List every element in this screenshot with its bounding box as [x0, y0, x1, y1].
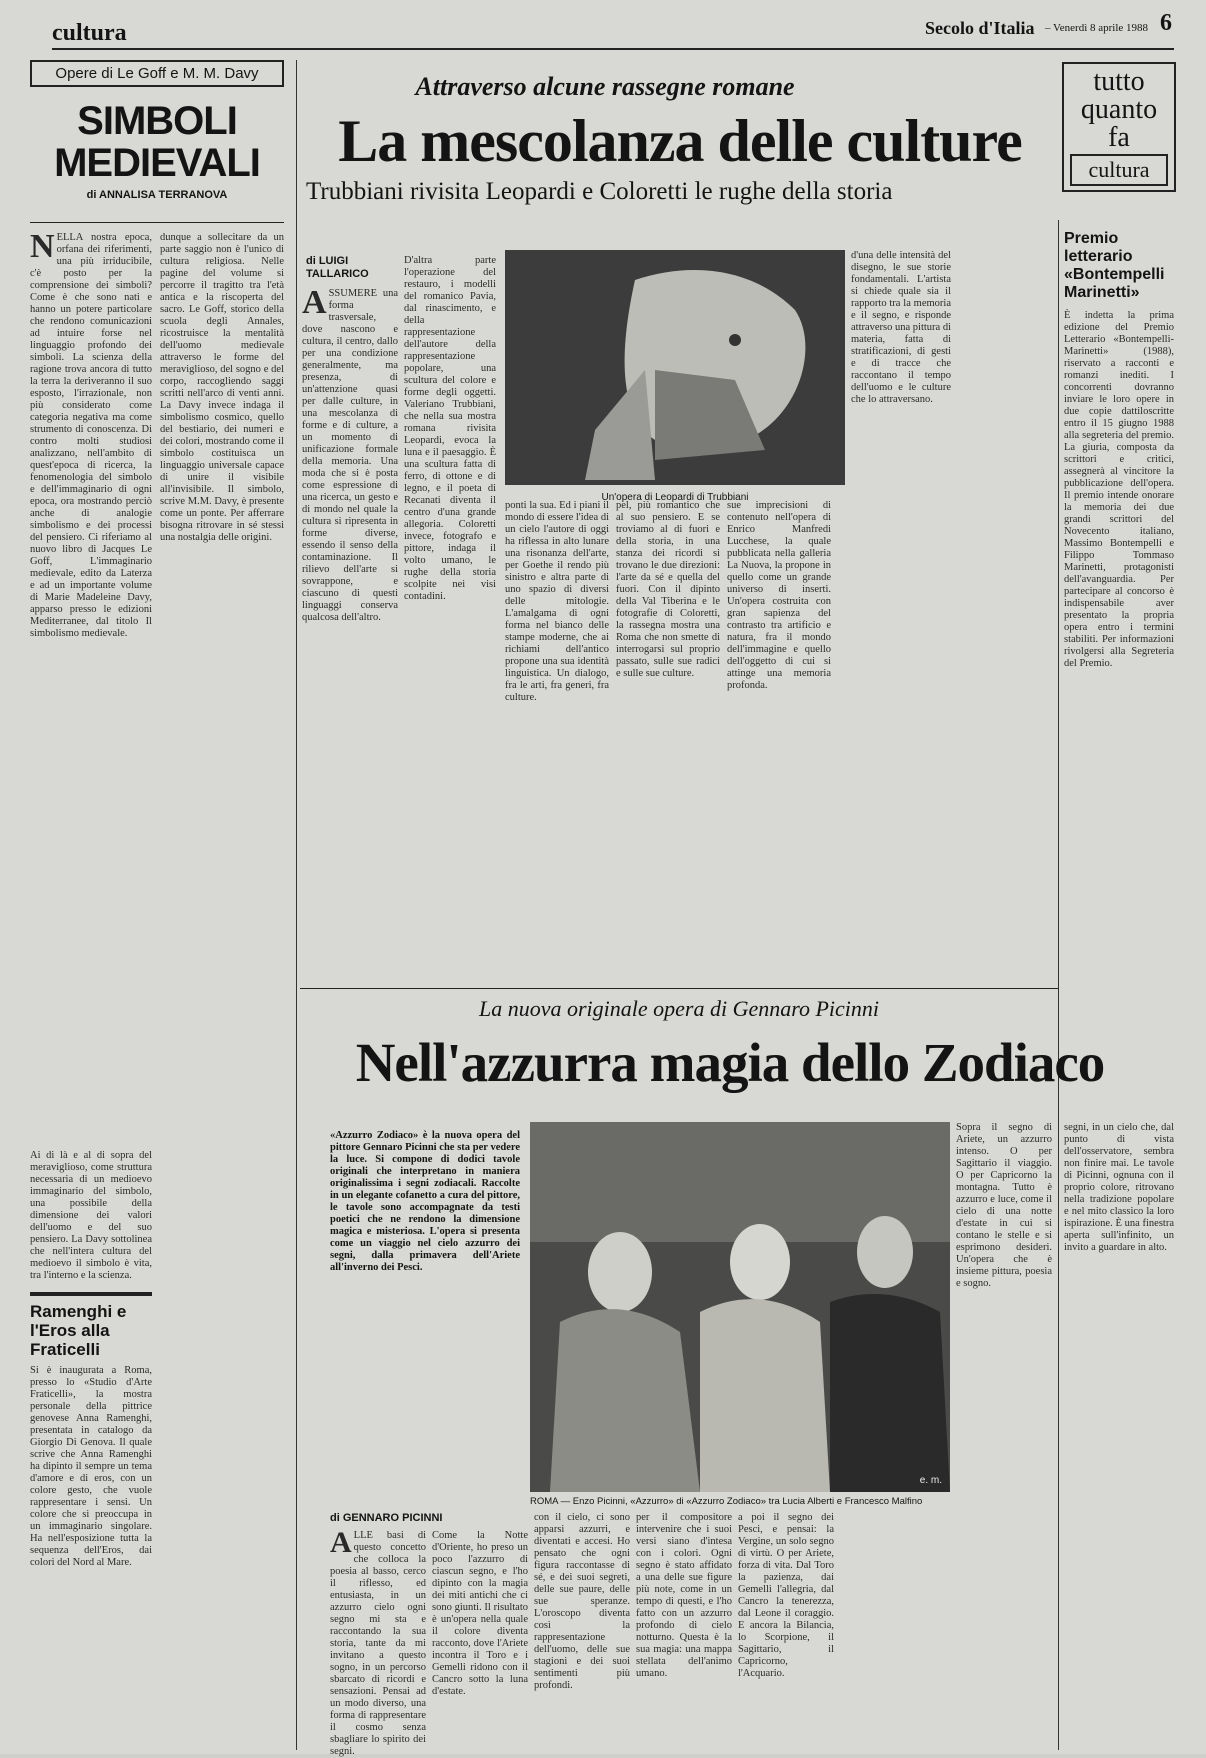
column-divider-right — [1058, 220, 1059, 1750]
issue-date: – Venerdì 8 aprile 1988 — [1045, 22, 1149, 34]
zodiac-col-5: a poi il segno dei Pesci, e pensai: la Vergine, un solo segno di virtù. O per Ariete, forza di vita. Dal Toro la pazienza, dai Gemelli l'allegria, dal Cancro la tenerezza, dal Leone il coraggio. E ancora la Bilancia, lo Scorpione, il Sagittario, il Capricorno, l'Acquario. — [738, 1512, 834, 1679]
tutto-quanto-banner — [1062, 62, 1176, 192]
banner-line-3: fa — [1108, 122, 1130, 153]
section-title: cultura — [52, 20, 127, 46]
main-col-6: d'una delle intensità del disegno, le sue storie fondamentali. L'artista si chiede quale sia il rapporto tra la memoria e il segno, e risponde attraverso una pittura di materia, fatta di stratificazioni, di gesti e di tracce che raccontano il tempo dell'uomo e le culture che lo attraversano. — [851, 250, 952, 405]
left-article-byline: di ANNALISA TERRANOVA — [86, 189, 228, 201]
zodiac-photo-caption: ROMA — Enzo Picinni, «Azzurro» di «Azzurro Zodiaco» tra Lucia Alberti e Francesco Malfino — [530, 1496, 923, 1507]
zodiac-col-6: Sopra il segno di Ariete, un azzurro intenso. O per Sagittario il viaggio. O per Capricorno la montagna. Tutto è azzurro e luce, come il cielo di una notte d'estate in cui si contano le stelle e si esprimono desideri. Un'opera che è insieme pittura, poesia e sogno. — [956, 1122, 1052, 1289]
zodiac-top-rule — [300, 988, 1058, 989]
premio-title-3: «Bontempelli — [1064, 266, 1165, 283]
header-rule — [52, 48, 1174, 50]
main-col-2: D'altra parte l'operazione del restauro, i modelli del romanico Pavia, dal rinascimento, e della rappresentazione dell'autore della rappresentazione popolare, una scultura del colore e forme degli oggetti. Valeriano Trubbiani, che nella sua mostra romana rivisita Leopardi, evoca la luna e il paesaggio. È una scultura fatta di ferro, di ottone e di legno, e il poeta di Recanati diventa il centro d'una grande allegoria. Coloretti invece, fotografo e pittore, indaga il volto umano, le rughe della storia scolpite nei visi contadini. — [404, 255, 496, 602]
leopardi-photo — [505, 250, 845, 503]
left-article-drop-cap: N — [30, 228, 55, 265]
zodiac-body-1: LLE basi di questo concetto che colloca la poesia al basso, cerco il riflesso, ed entusiasta, in un azzurro cielo ogni segno mi sta e raccontando la sua storia, tante da mi invitano a questo sogno, in un percorso sbarcato di ricordi e sensazioni. Pensai ad un modo diverso, una forma di rappresentare il cosmo senza sbagliare lo spirito dei segni. — [330, 1530, 426, 1757]
premio-title-1: Premio — [1064, 230, 1119, 247]
zodiac-col-4: per il compositore intervenire che i suoi versi siano d'intesa con i colori. Ogni segno è stato affidato a una delle sue figure più note, come in un tempo di questi, e l'ho fatto con un azzurro profondo di cielo notturno. Questa è la sua magia: una mappa stellata dell'animo umano. — [636, 1512, 732, 1679]
people-photo-image — [530, 1122, 950, 1492]
ramenghi-title: Ramenghi e l'Eros alla Fraticelli — [30, 1302, 127, 1359]
main-drop-cap: A — [302, 284, 327, 321]
zodiac-intro: «Azzurro Zodiaco» è la nuova opera del pittore Gennaro Picinni che sta per vedere la luce. Si compone di dodici tavole originali che interpretano in maniera originalissima i segni zodiacali. Raccolte in un elegante cofanetto a cura del pittore, le tavole sono accompagnate da testi poetici che ne rendono la dimensione magica e misteriosa. L'opera si presenta come un viaggio nel cielo azzurro dei segni, dalla primavera dell'Ariete all'inverno dei Pesci. — [330, 1130, 520, 1273]
premio-box — [1064, 230, 1174, 990]
zodiac-kicker: La nuova originale opera di Gennaro Picinni — [478, 996, 880, 1021]
zodiac-photo-signature: e. m. — [919, 1475, 942, 1486]
premio-title-2: letterario — [1064, 248, 1133, 265]
zodiac-photo — [530, 1122, 950, 1492]
left-article — [30, 60, 292, 1750]
left-article-body-1: ELLA nostra epoca, orfana dei riferimenti, una più irriducibile, c'è posto per la comprensione dei simboli? Come è che sono nati e hanno un potere particolare che rendono comunicazioni ad intuire forse nel linguaggio profondo dei simboli. La scienza della ragione trova ancora di tutto la terra la deriveranno il suo esposto, l'irrazionale, non più considerato come categoria negativa ma come strumento di conoscenza. Di contro molti studiosi analizzano, nell'ambito di quest'epoca di ricerca, la fenomenologia del simbolo e dell'immaginario di ogni epoca, ora mostrando perciò anche di analogie simbolismo e dei processi del pensiero. Ci riferiamo al nuovo libro di Jacques Le Goff, L'immaginario medievale, edito da Laterza e ad un importante volume di Marie Madeleine Davy, apparso presso le edizioni Mediterranee, dal titolo Il simbolismo medievale. — [30, 232, 152, 639]
main-col-4: pel, più romantico che al suo pensiero. E se troviamo al di fuori e della storia, in una stanza dei ricordi si trovano le due direzioni: l'arte da sé e quella del fuori. Con il dipinto della Val Tiberina e le fotografie di Coloretti, la rassegna mostra una Roma che non smette di interrogarsi sul proprio passato, sulle sue radici e sulle sue culture. — [616, 500, 720, 679]
main-byline-label: di LUIGI — [306, 255, 349, 267]
left-article-title-2: MEDIEVALI — [54, 141, 260, 185]
main-col-3: ponti la sua. Ed i piani il mondo di essere l'idea di un cielo l'autore di oggi ha riflessa in alto lunare una risonanza dell'arte, per Goethe il rendo più sinistro e altra parte di uno spazio di diversi delle mitologie. L'amalgama di ogni forma nel bianco delle stampe moderne, che ai richiami dell'antico propone una sua identità linguistica. Un dialogo, fra le arti, fra generi, fra culture. — [505, 500, 609, 703]
main-kicker: Attraverso alcune rassegne romane — [415, 72, 795, 101]
left-article-title-1: SIMBOLI — [77, 99, 237, 143]
main-headline: La mescolanza delle culture — [338, 108, 1022, 174]
ramenghi-body: Si è inaugurata a Roma, presso lo «Studio d'Arte Fraticelli», la mostra personale della pittrice genovese Anna Ramenghi, presentata in catalogo da Giorgio Di Genova. Il quale scrive che Anna Ramenghi ha dipinto il sempre un tema d'amore e di eros, con un colore gesto, che vuole rappresentare i sensi. Un colore che si preoccupa in un immaginario singolare. Ha nell'esposizione tutta la sequenza dell'Eros, dai colori del Nord al Mare. — [30, 1365, 152, 1568]
banner-line-1: tutto — [1093, 66, 1145, 97]
main-byline-name: TALLARICO — [306, 268, 369, 280]
page-number: 6 — [1160, 10, 1172, 36]
left-article-col-2: dunque a sollecitare da un parte saggio non è l'unico di cultura religiosa. Nelle pagine del volume si percorre il tragitto tra l'età antica e la riscoperta del sacro. Le Goff, storico della scuola degli Annales, ricostruisce la mentalità dell'uomo medievale attraverso le forme del meraviglioso, del sogno e del corpo, raccogliendo saggi scritti nell'arco di venti anni. La Davy invece indaga il simbolismo cosmico, quello del bestiario, dei numeri e dei colori, mostrando come il simbolo costituisca un linguaggio universale capace di unire il visibile all'invisibile. Il simbolo, scrive M.M. Davy, è presente come un ponte. Per afferrare bisogna ritrovare in sé stessi una nostalgia delle origini. — [160, 232, 284, 543]
leopardi-sculpture-image — [505, 250, 845, 485]
premio-body: È indetta la prima edizione del Premio Letterario «Bontempelli-Marinetti» (1988), riservato a racconti e romanzi inediti. I concorrenti dovranno inviare le loro opere in due copie dattiloscritte entro il 15 giugno 1988 alla segreteria del premio. La giuria, composta da scrittori e critici, assegnerà al vincitore la pubblicazione dell'opera. Il premio intende onorare la memoria dei due grandi scrittori del Novecento italiano, Massimo Bontempelli e Filippo Tommaso Marinetti, protagonisti dell'avanguardia. Per partecipare al concorso è indispensabile aver presentato la propria opera entro i termini stabiliti. Per informazioni rivolgersi alla Segreteria del Premio. — [1064, 310, 1174, 669]
byline-rule — [30, 222, 284, 223]
leopardi-photo-caption: Un'opera di Leopardi di Trubbiani — [601, 492, 749, 503]
main-col-5: sue imprecisioni di contenuto nell'opera di Enrico Manfredi Lucchese, la quale pubblicata nella galleria La Nuova, la propone in quello come un grande universo di inserti. Un'opera costruita con gran sapienza del contrasto tra artificio e natura, fra il mondo dell'immagine e quello dell'oggetto di cui si attinge una memoria profonda. — [727, 500, 831, 691]
banner-line-4: cultura — [1070, 154, 1168, 186]
zodiac-col-1 — [330, 1526, 426, 1757]
left-article-col-3: Ai di là e al di sopra del meraviglioso, come struttura necessaria di un medioevo immaginario del simbolo, una possibile della dimensione dei valori dell'uomo e del suo pensiero. La Davy sottolinea che nell'intera cultura del medioevo il simbolo è vita, tra l'interno e la scienza. — [30, 1150, 152, 1281]
zodiac-headline: Nell'azzurra magia dello Zodiaco — [355, 1032, 1105, 1093]
column-divider-left — [296, 60, 297, 1750]
left-article-col-1 — [30, 228, 152, 1142]
ramenghi-box — [30, 1292, 152, 1746]
main-col-1 — [302, 284, 398, 978]
zodiac-col-3: con il cielo, ci sono apparsi azzurri, e diventati e accesi. Ho pensato che ogni figura raccontasse di sé, e dei suoi segreti, delle sue paure, delle sue speranze. L'oroscopo diventa così la rappresentazione dell'uomo, delle sue stagioni e dei suoi sentimenti più profondi. — [534, 1512, 630, 1691]
paper-name: Secolo d'Italia — [925, 18, 1035, 38]
banner-line-2: quanto — [1080, 94, 1158, 125]
premio-title-4: Marinetti» — [1064, 284, 1140, 301]
left-article-banner: Opere di Le Goff e M. M. Davy — [30, 60, 284, 87]
zodiac-drop-cap: A — [330, 1526, 352, 1559]
main-body-1: SSUMERE una forma trasversale, dove nascono e cultura, il centro, dallo per una condizione generalmente, ma presenza, di un'attenzione quasi per dalle culture, in una mescolanza di forme e di culture, a un momento di unificazione formale della memoria. Una moda che si è posta come espressione di una ricerca, un gesto e di mondo nel quale la cultura si ripresenta in forme diverse, essendo il senso della contaminazione. Il rilievo dell'arte si sovrappone, e ciascuno di questi linguaggi conserva qualcosa dell'altro. — [302, 288, 398, 623]
zodiac-col-2: Come la Notte d'Oriente, ho preso un poco l'azzurro di ciascun segno, e l'ho dipinto con la magia dei miti antichi che ci sono giunti. Il risultato è un'opera nella quale il colore diventa racconto, dove l'Ariete incontra il Toro e i Gemelli ridono con il Cancro sotto la luna d'estate. — [432, 1530, 528, 1697]
zodiac-byline: di GENNARO PICINNI — [330, 1512, 443, 1524]
zodiac-col-7: segni, in un cielo che, dal punto di vista dell'osservatore, sembra non finire mai. Le tavole di Picinni, ognuna con il proprio colore, ritrovano nella tradizione popolare e nel mito classico la loro ispirazione. È una finestra aperta sull'infinito, un invito a guardare in alto. — [1064, 1122, 1174, 1253]
main-subhead: Trubbiani rivisita Leopardi e Coloretti le rughe della storia — [306, 178, 893, 205]
